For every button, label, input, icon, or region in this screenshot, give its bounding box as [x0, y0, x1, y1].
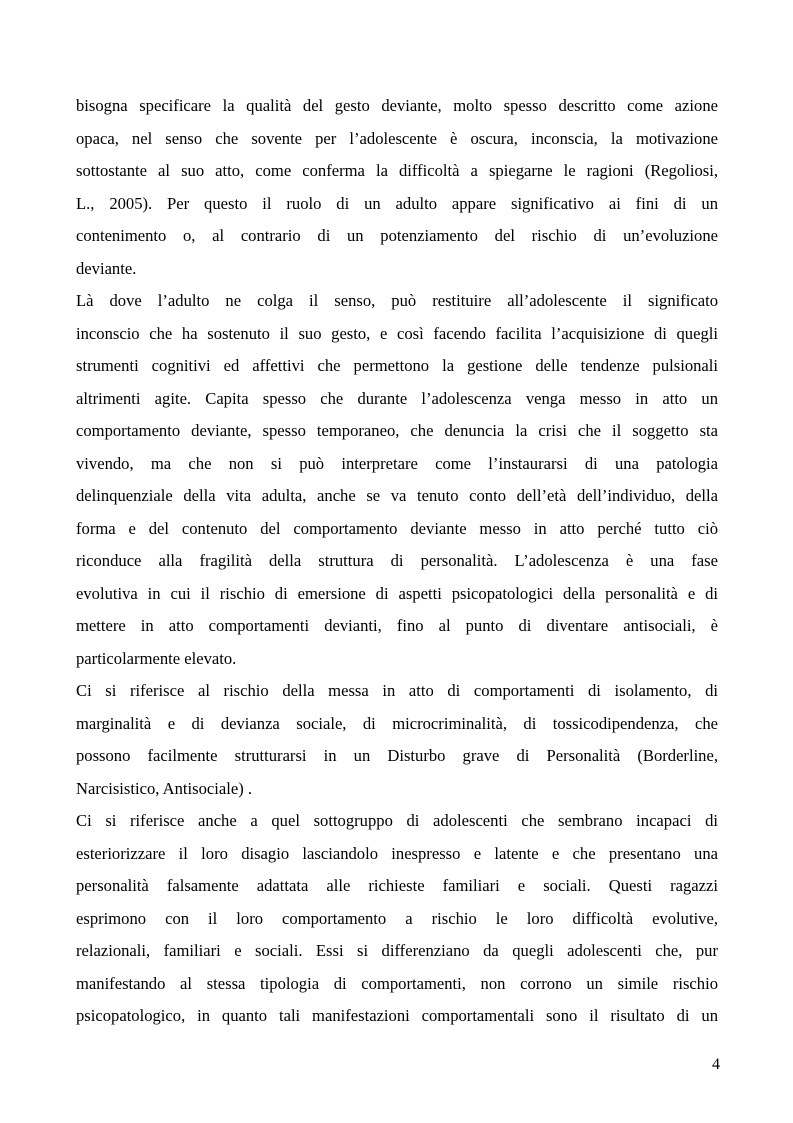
page-number: 4 [712, 1056, 720, 1073]
text-line: particolarmente elevato. [76, 648, 237, 668]
text-line: manifestando al stessa tipologia di comportamenti, non corrono un simile rischio [76, 973, 718, 993]
text-line: vivendo, ma che non si può interpretare come l’instaurarsi di una patologia [76, 453, 718, 473]
text-line: psicopatologico, in quanto tali manifestazioni comportamentali sono il risultato di un [76, 1006, 718, 1025]
text-line: deviante. [76, 258, 137, 278]
text-line: Là dove l’adulto ne colga il senso, può restituire all’adolescente il significato [76, 291, 718, 310]
text-line: marginalità e di devianza sociale, di microcriminalità, di tossicodipendenza, che [76, 713, 718, 733]
text-line: evolutiva in cui il rischio di emersione di aspetti psicopatologici della personalità e di [76, 583, 718, 603]
text-line: sottostante al suo atto, come conferma la difficoltà a spiegarne le ragioni (Regoliosi, [76, 161, 718, 180]
text-line: esteriorizzare il loro disagio lasciandolo inespresso e latente e che presentano una [76, 843, 718, 863]
text-line: contenimento o, al contrario di un potenziamento del rischio di un’evoluzione [76, 226, 718, 245]
text-line: mettere in atto comportamenti devianti, fino al punto di diventare antisociali, è [76, 616, 718, 635]
text-line: delinquenziale della vita adulta, anche se va tenuto conto dell’età dell’individuo, della [76, 486, 718, 505]
text-line: opaca, nel senso che sovente per l’adolescente è oscura, inconscia, la motivazione [76, 128, 718, 148]
text-line: Narcisistico, Antisociale) . [76, 778, 253, 798]
text-line: personalità falsamente adattata alle richieste familiari e sociali. Questi ragazzi [76, 876, 718, 895]
text-line: possono facilmente strutturarsi in un Disturbo grave di Personalità (Borderline, [76, 746, 718, 765]
text-line: esprimono con il loro comportamento a rischio le loro difficoltà evolutive, [76, 908, 718, 928]
text-line: inconscio che ha sostenuto il suo gesto, e così facendo facilita l’acquisizione di quegli [76, 323, 718, 343]
text-line: Ci si riferisce al rischio della messa in atto di comportamenti di isolamento, di [76, 681, 718, 700]
text-line: comportamento deviante, spesso temporaneo, che denuncia la crisi che il soggetto sta [76, 421, 718, 440]
text-line: bisogna specificare la qualità del gesto deviante, molto spesso descritto come azione [76, 96, 718, 115]
text-line: altrimenti agite. Capita spesso che durante l’adolescenza venga messo in atto un [76, 388, 718, 408]
text-line: forma e del contenuto del comportamento deviante messo in atto perché tutto ciò [76, 518, 718, 538]
text-line: L., 2005). Per questo il ruolo di un adulto appare significativo ai fini di un [76, 193, 718, 213]
text-line: riconduce alla fragilità della struttura di personalità. L’adolescenza è una fase [76, 551, 718, 570]
body-text [76, 90, 718, 1033]
text-line: relazionali, familiari e sociali. Essi si differenziano da quegli adolescenti che, pur [76, 941, 718, 960]
text-line: Ci si riferisce anche a quel sottogruppo di adolescenti che sembrano incapaci di [76, 811, 718, 830]
text-line: strumenti cognitivi ed affettivi che permettono la gestione delle tendenze pulsionali [76, 356, 718, 375]
